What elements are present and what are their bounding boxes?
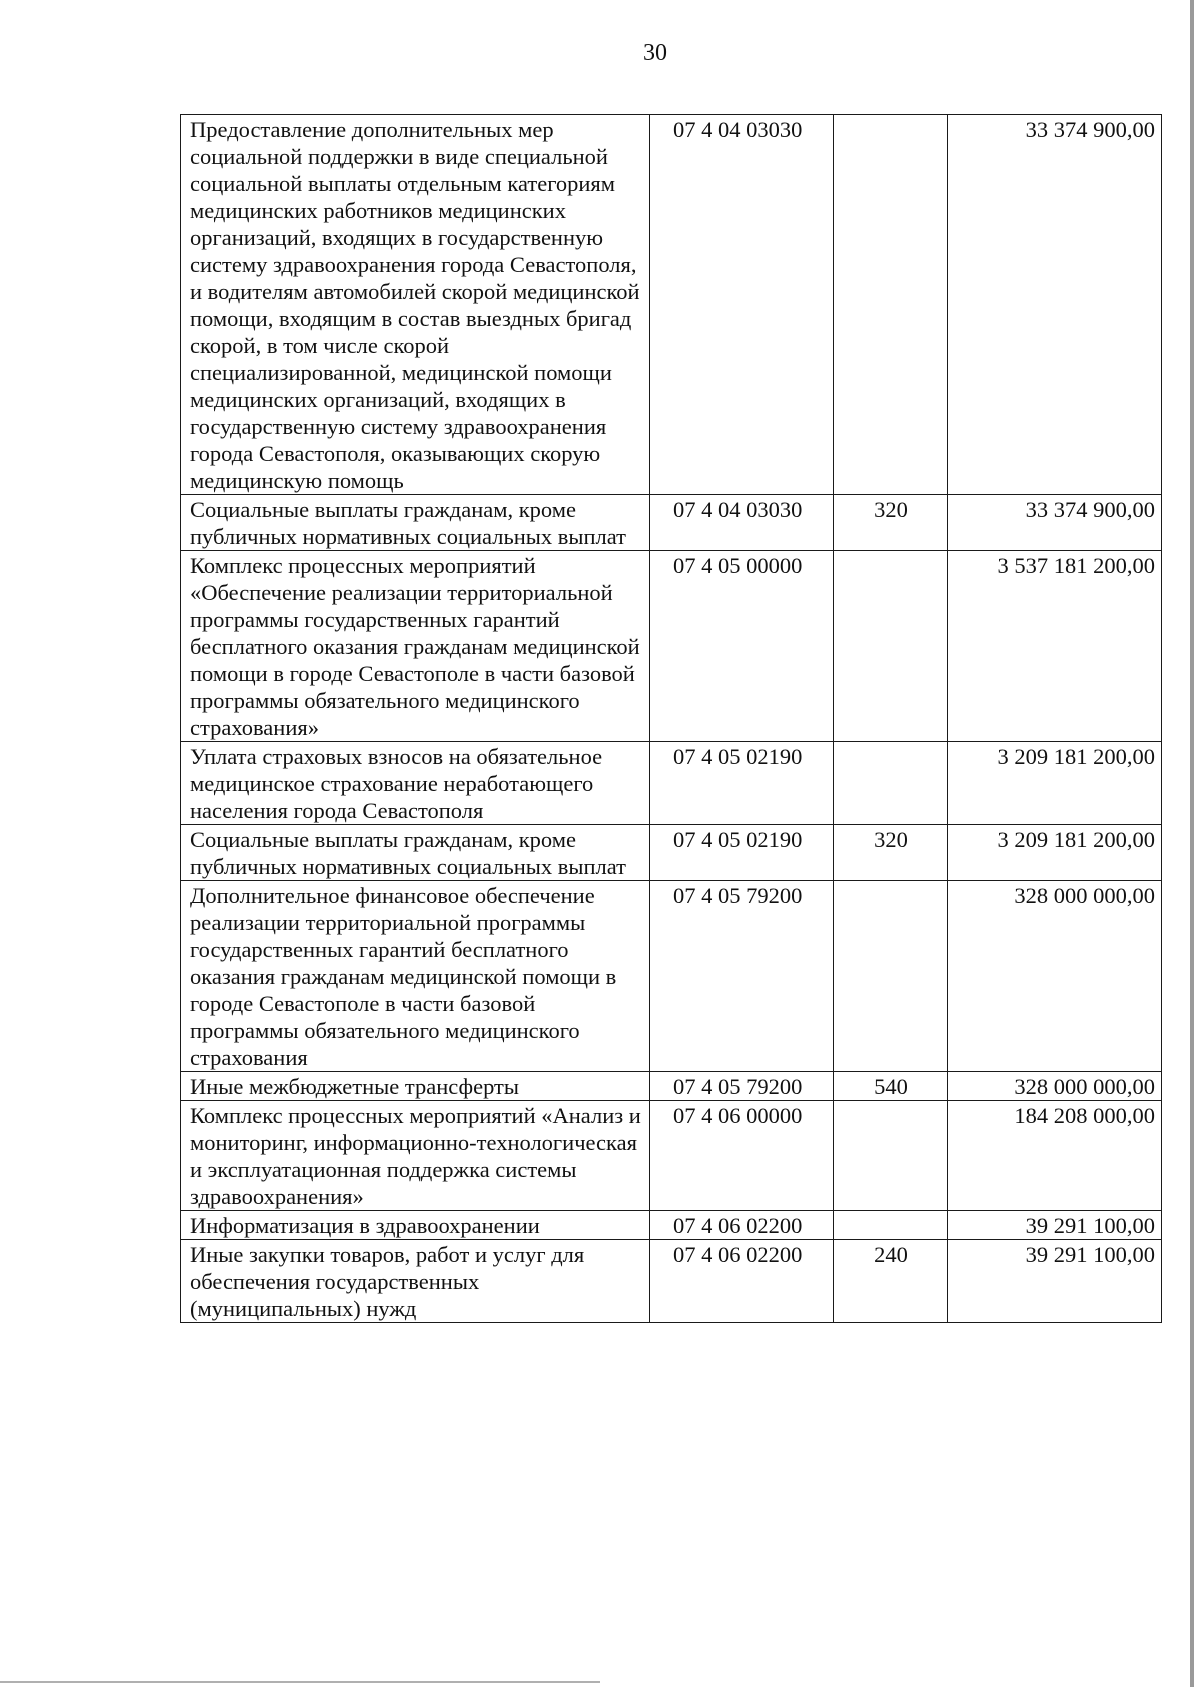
row-kind: 540	[834, 1072, 948, 1101]
row-code: 07 4 06 00000	[650, 1101, 834, 1211]
row-name: Иные межбюджетные трансферты	[181, 1072, 650, 1101]
row-kind	[834, 1101, 948, 1211]
row-sum: 39 291 100,00	[948, 1240, 1162, 1323]
scan-edge-bottom	[0, 1681, 600, 1683]
table-row	[181, 1211, 1162, 1240]
table-row	[181, 551, 1162, 742]
table-row	[181, 881, 1162, 1072]
row-code: 07 4 05 02190	[650, 742, 834, 825]
row-sum: 328 000 000,00	[948, 1072, 1162, 1101]
row-kind	[834, 551, 948, 742]
row-kind: 320	[834, 825, 948, 881]
row-sum: 3 209 181 200,00	[948, 825, 1162, 881]
row-kind	[834, 881, 948, 1072]
scan-edge-right	[1190, 0, 1194, 1687]
row-name: Информатизация в здравоохранении	[181, 1211, 650, 1240]
row-sum: 3 209 181 200,00	[948, 742, 1162, 825]
row-kind	[834, 1211, 948, 1240]
row-sum: 33 374 900,00	[948, 495, 1162, 551]
row-kind: 320	[834, 495, 948, 551]
row-code: 07 4 05 00000	[650, 551, 834, 742]
row-code: 07 4 06 02200	[650, 1240, 834, 1323]
table-row	[181, 742, 1162, 825]
row-kind	[834, 742, 948, 825]
table-row	[181, 1101, 1162, 1211]
row-sum: 184 208 000,00	[948, 1101, 1162, 1211]
row-name: Комплекс процессных мероприятий «Анализ и мониторинг, информационно-технологическая и эксплуатационная поддержка системы здравоохранения»	[181, 1101, 650, 1211]
row-sum: 33 374 900,00	[948, 115, 1162, 495]
table-row	[181, 115, 1162, 495]
row-name: Социальные выплаты гражданам, кроме публичных нормативных социальных выплат	[181, 825, 650, 881]
table-row	[181, 1240, 1162, 1323]
table-row	[181, 825, 1162, 881]
row-code: 07 4 04 03030	[650, 115, 834, 495]
row-name: Иные закупки товаров, работ и услуг для обеспечения государственных (муниципальных) нужд	[181, 1240, 650, 1323]
row-name: Социальные выплаты гражданам, кроме публичных нормативных социальных выплат	[181, 495, 650, 551]
page-number: 30	[643, 40, 667, 66]
row-name: Комплекс процессных мероприятий «Обеспечение реализации территориальной программы государственных гарантий бесплатного оказания гражданам медицинской помощи в городе Севастополе в части базовой программы обязательного медицинского страхования»	[181, 551, 650, 742]
row-code: 07 4 05 02190	[650, 825, 834, 881]
row-name: Дополнительное финансовое обеспечение реализации территориальной программы государственных гарантий бесплатного оказания гражданам медицинской помощи в городе Севастополе в части базовой программы обязательного медицинского страхования	[181, 881, 650, 1072]
table-row	[181, 495, 1162, 551]
row-name: Предоставление дополнительных мер социальной поддержки в виде специальной социальной выплаты отдельным категориям медицинских работников медицинских организаций, входящих в государственную систему здравоохранения города Севастополя, и водителям автомобилей скорой медицинской помощи, входящим в состав выездных бригад скорой, в том числе скорой специализированной, медицинской помощи медицинских организаций, входящих в государственную систему здравоохранения города Севастополя, оказывающих скорую медицинскую помощь	[181, 115, 650, 495]
row-code: 07 4 06 02200	[650, 1211, 834, 1240]
row-kind: 240	[834, 1240, 948, 1323]
budget-table	[180, 114, 1162, 1323]
table-row	[181, 1072, 1162, 1101]
row-code: 07 4 05 79200	[650, 1072, 834, 1101]
row-sum: 39 291 100,00	[948, 1211, 1162, 1240]
row-code: 07 4 05 79200	[650, 881, 834, 1072]
row-name: Уплата страховых взносов на обязательное медицинское страхование неработающего населения города Севастополя	[181, 742, 650, 825]
row-sum: 328 000 000,00	[948, 881, 1162, 1072]
row-kind	[834, 115, 948, 495]
row-code: 07 4 04 03030	[650, 495, 834, 551]
row-sum: 3 537 181 200,00	[948, 551, 1162, 742]
